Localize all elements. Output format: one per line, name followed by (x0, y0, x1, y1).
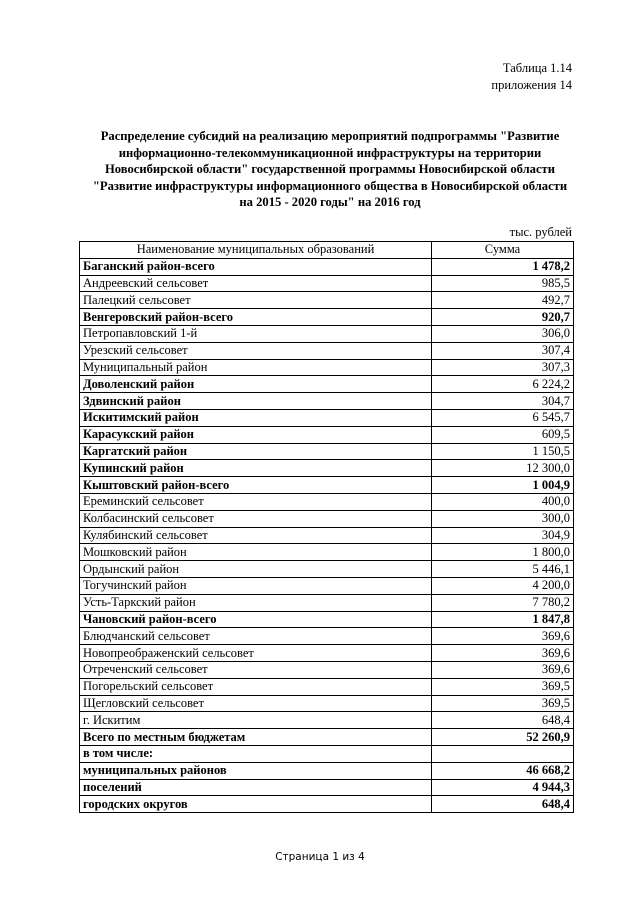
table-row (80, 443, 574, 460)
subsidy-amount: 369,6 (432, 645, 574, 662)
municipality-name: Петропавловский 1-й (80, 325, 432, 342)
subsidy-table (79, 241, 574, 813)
title-line: Распределение субсидий на реализацию мероприятий подпрограммы "Развитие (100, 129, 560, 143)
municipality-name: Кыштовский район-всего (80, 477, 432, 494)
table-row (80, 527, 574, 544)
document-title (75, 128, 585, 211)
table-row (80, 510, 574, 527)
subsidy-amount: 307,3 (432, 359, 574, 376)
subsidy-amount: 1 004,9 (432, 477, 574, 494)
table-row (80, 779, 574, 796)
municipality-name: Мошковский район (80, 544, 432, 561)
table-row (80, 342, 574, 359)
municipality-name: Баганский район-всего (80, 258, 432, 275)
municipality-name: Новопреображенский сельсовет (80, 645, 432, 662)
units-label: тыс. рублей (509, 225, 572, 239)
table-row (80, 544, 574, 561)
appendix-number: приложения 14 (491, 78, 572, 92)
subsidy-amount: 307,4 (432, 342, 574, 359)
subsidy-amount: 6 545,7 (432, 409, 574, 426)
municipality-name: Тогучинский район (80, 577, 432, 594)
table-row (80, 325, 574, 342)
municipality-name: Каргатский район (80, 443, 432, 460)
subsidy-amount: 1 800,0 (432, 544, 574, 561)
municipality-name: Погорельский сельсовет (80, 678, 432, 695)
table-number: Таблица 1.14 (502, 61, 572, 75)
municipality-name: Ордынский район (80, 561, 432, 578)
table-row (80, 493, 574, 510)
subsidy-amount: 1 150,5 (432, 443, 574, 460)
subsidy-amount: 304,7 (432, 393, 574, 410)
subsidy-amount: 5 446,1 (432, 561, 574, 578)
table-row (80, 460, 574, 477)
subsidy-amount: 369,6 (432, 628, 574, 645)
subsidy-amount: 6 224,2 (432, 376, 574, 393)
table-row (80, 645, 574, 662)
subsidy-amount (432, 745, 574, 762)
municipality-name: Искитимский район (80, 409, 432, 426)
table-row (80, 292, 574, 309)
municipality-name: Чановский район-всего (80, 611, 432, 628)
table-row (80, 678, 574, 695)
subsidy-amount: 46 668,2 (432, 762, 574, 779)
municipality-name: Кулябинский сельсовет (80, 527, 432, 544)
municipality-name: Усть-Таркский район (80, 594, 432, 611)
table-row (80, 561, 574, 578)
table-row (80, 594, 574, 611)
subsidy-amount: 7 780,2 (432, 594, 574, 611)
municipality-name: г. Искитим (80, 712, 432, 729)
table-body (80, 258, 574, 812)
title-line: информационно-телекоммуникационной инфраструктуры на территории (118, 145, 542, 160)
table-row (80, 409, 574, 426)
municipality-name: городских округов (80, 796, 432, 813)
table-row (80, 477, 574, 494)
municipality-name: Всего по местным бюджетам (80, 729, 432, 746)
table-row (80, 762, 574, 779)
municipality-name: Отреченский сельсовет (80, 661, 432, 678)
column-header-sum: Сумма (432, 242, 574, 259)
subsidy-amount: 306,0 (432, 325, 574, 342)
subsidy-amount: 300,0 (432, 510, 574, 527)
column-header-name: Наименование муниципальных образований (80, 242, 432, 259)
municipality-name: Карасукский район (80, 426, 432, 443)
table-row (80, 275, 574, 292)
municipality-name: поселений (80, 779, 432, 796)
page-footer: Страница 1 из 4 (275, 851, 365, 863)
table-row (80, 577, 574, 594)
table-row (80, 661, 574, 678)
table-row (80, 796, 574, 813)
municipality-name: Колбасинский сельсовет (80, 510, 432, 527)
municipality-name: Доволенский район (80, 376, 432, 393)
table-row (80, 712, 574, 729)
subsidy-amount: 609,5 (432, 426, 574, 443)
subsidy-amount: 492,7 (432, 292, 574, 309)
table-row (80, 611, 574, 628)
municipality-name: Здвинский район (80, 393, 432, 410)
subsidy-amount: 4 200,0 (432, 577, 574, 594)
municipality-name: Муниципальный район (80, 359, 432, 376)
municipality-name: Андреевский сельсовет (80, 275, 432, 292)
subsidy-amount: 4 944,3 (432, 779, 574, 796)
subsidy-amount: 304,9 (432, 527, 574, 544)
title-line: "Развитие инфраструктуры информационного общества в Новосибирской области (92, 178, 568, 193)
municipality-name: муниципальных районов (80, 762, 432, 779)
municipality-name: Венгеровский район-всего (80, 309, 432, 326)
municipality-name: Купинский район (80, 460, 432, 477)
subsidy-amount: 369,5 (432, 695, 574, 712)
subsidy-amount: 1 478,2 (432, 258, 574, 275)
table-row (80, 258, 574, 275)
table-reference (491, 60, 572, 94)
subsidy-amount: 400,0 (432, 493, 574, 510)
table-row (80, 695, 574, 712)
municipality-name: Ереминский сельсовет (80, 493, 432, 510)
subsidy-amount: 1 847,8 (432, 611, 574, 628)
municipality-name: в том числе: (80, 745, 432, 762)
subsidy-amount: 12 300,0 (432, 460, 574, 477)
table-row (80, 359, 574, 376)
subsidy-amount: 985,5 (432, 275, 574, 292)
subsidy-amount: 648,4 (432, 796, 574, 813)
table-row (80, 426, 574, 443)
table-row (80, 628, 574, 645)
subsidy-amount: 369,6 (432, 661, 574, 678)
subsidy-amount: 648,4 (432, 712, 574, 729)
title-line: на 2015 - 2020 годы" на 2016 год (239, 195, 421, 209)
table-row (80, 376, 574, 393)
table-row (80, 745, 574, 762)
table-header-row (80, 242, 574, 259)
subsidy-amount: 920,7 (432, 309, 574, 326)
municipality-name: Урезский сельсовет (80, 342, 432, 359)
subsidy-amount: 52 260,9 (432, 729, 574, 746)
title-line: Новосибирской области" государственной программы Новосибирской области (104, 162, 556, 176)
municipality-name: Блюдчанский сельсовет (80, 628, 432, 645)
table-row (80, 309, 574, 326)
table-row (80, 393, 574, 410)
table-row (80, 729, 574, 746)
municipality-name: Палецкий сельсовет (80, 292, 432, 309)
municipality-name: Щегловский сельсовет (80, 695, 432, 712)
subsidy-amount: 369,5 (432, 678, 574, 695)
